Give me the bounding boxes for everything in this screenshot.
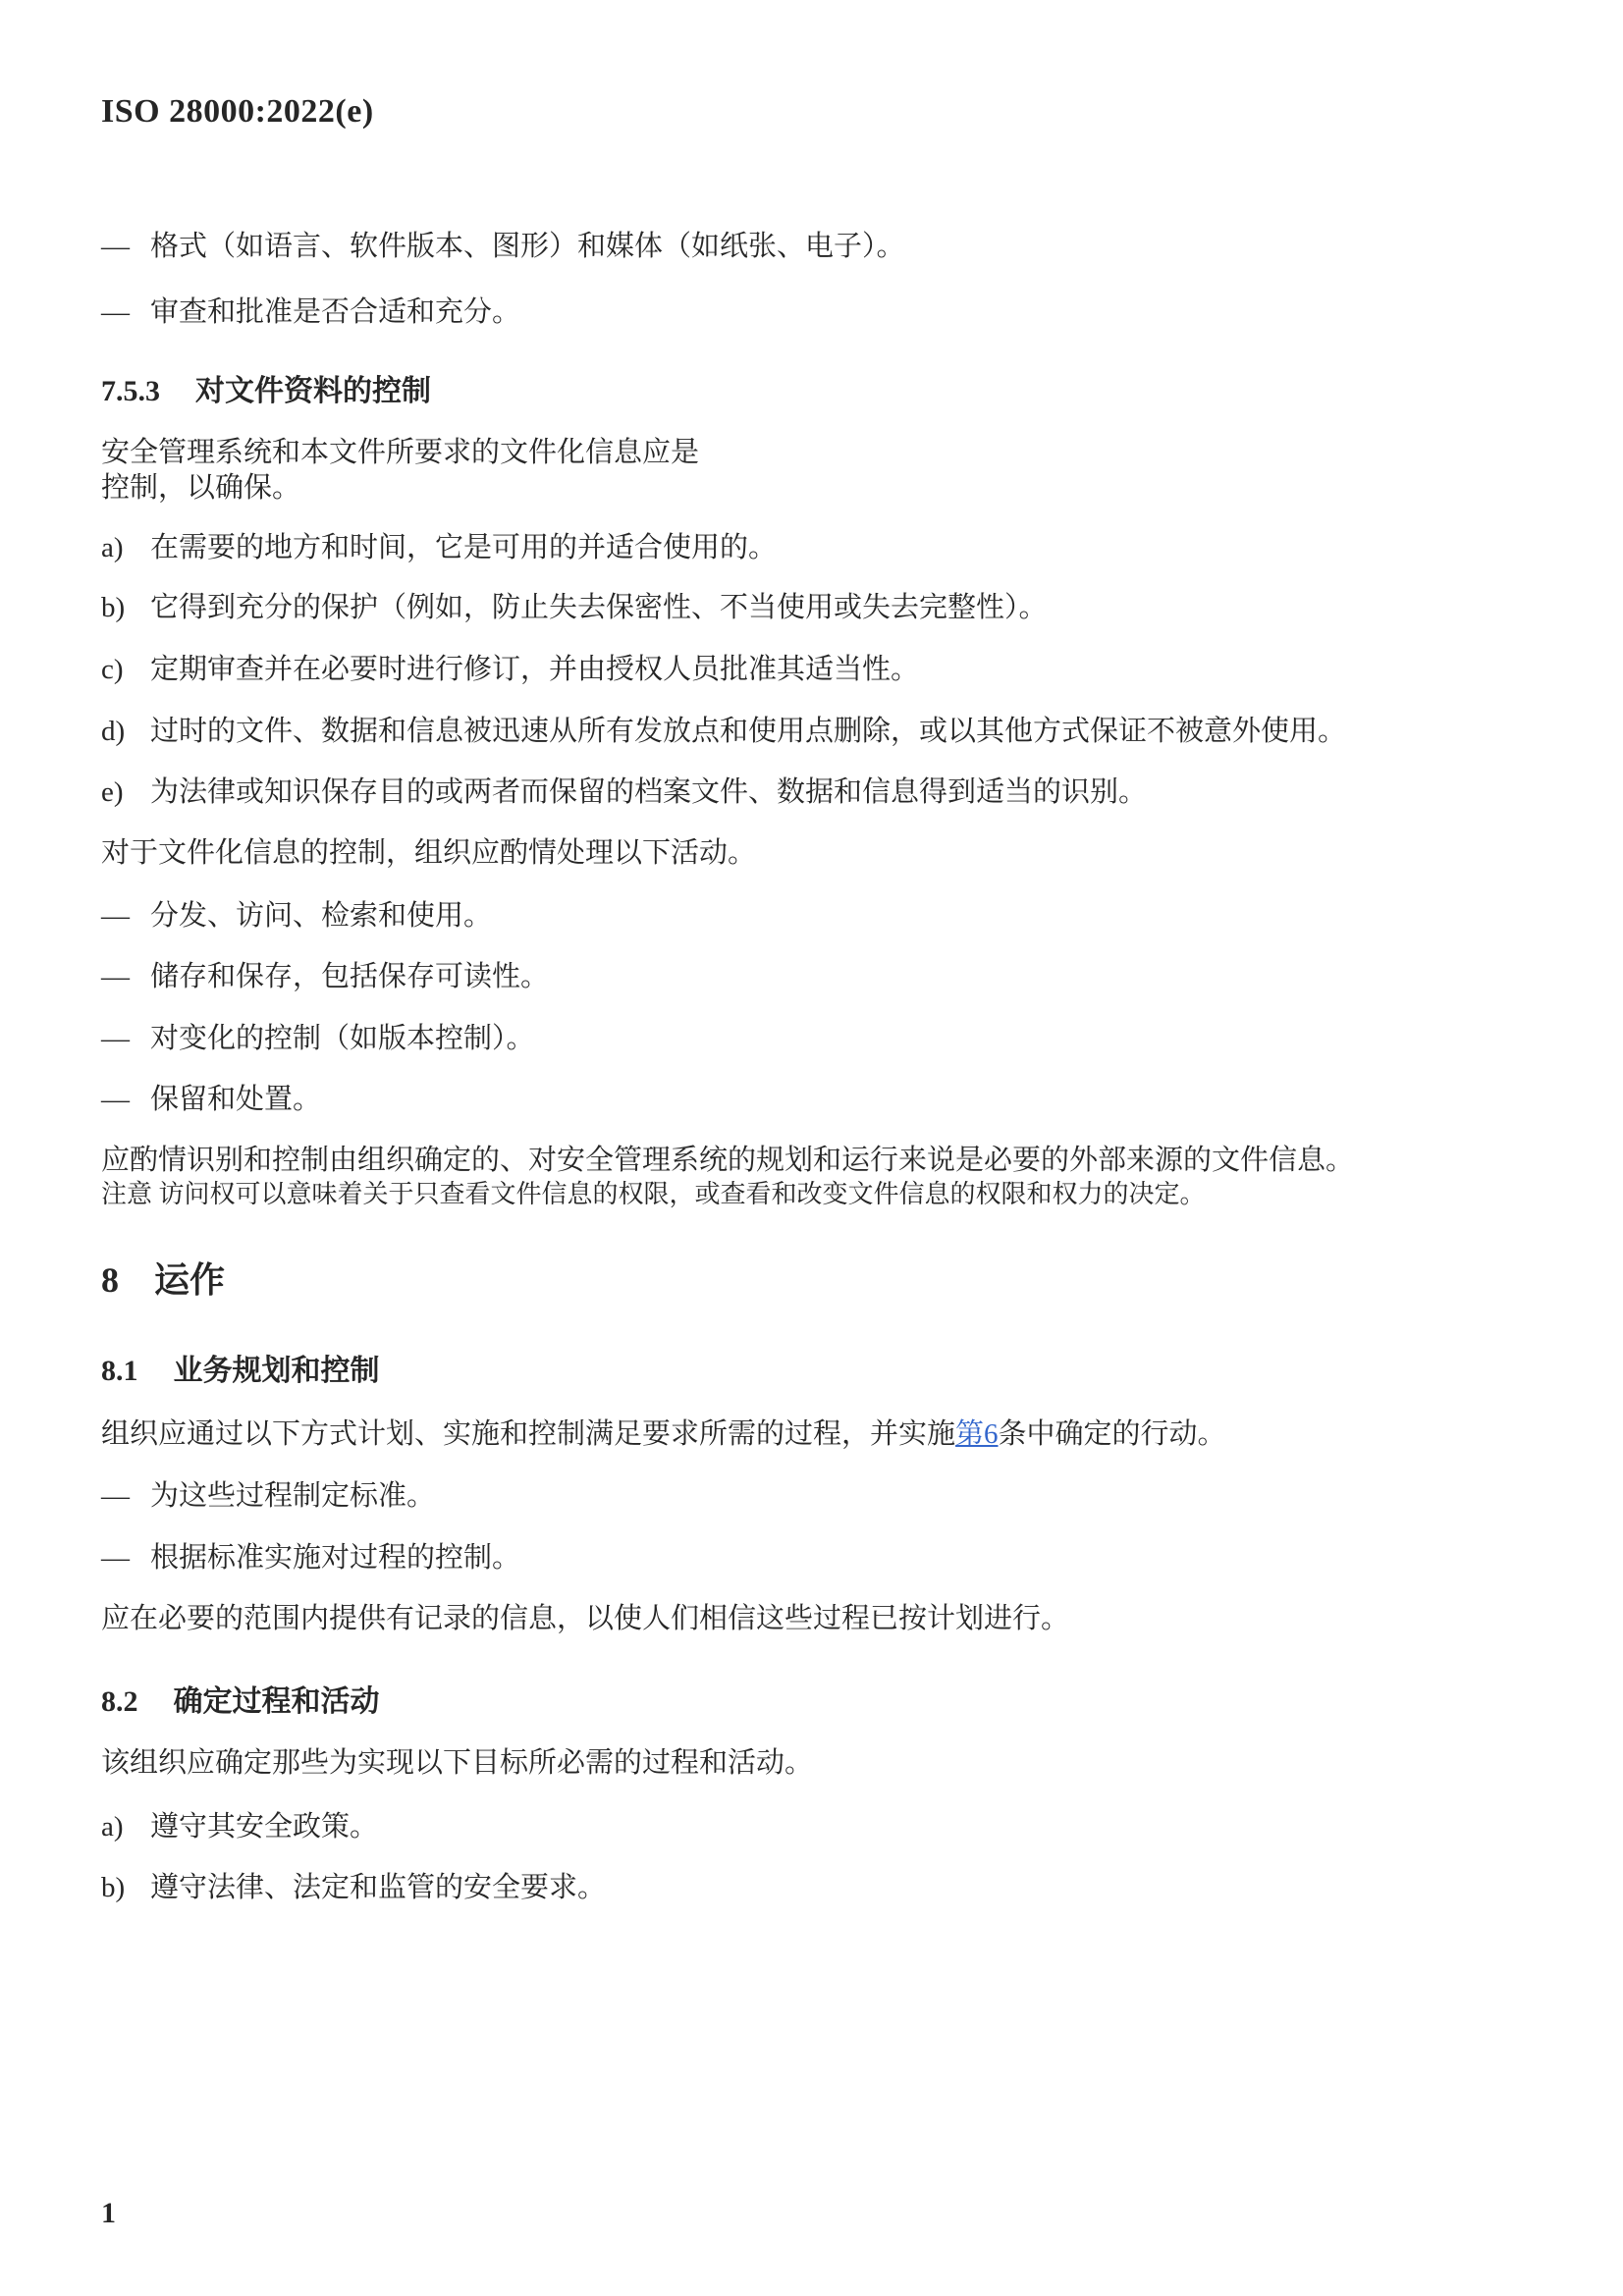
section-number: 8.1 <box>101 1355 138 1387</box>
section-number: 7.5.3 <box>101 375 160 407</box>
list-item <box>101 1478 1436 1514</box>
list-item <box>101 959 1436 994</box>
dash-bullet-marker: — <box>101 231 130 262</box>
letter-marker: e) <box>101 776 124 808</box>
list-item-text: 审查和批准是否合适和充分。 <box>150 296 521 328</box>
list-item <box>101 1021 1436 1056</box>
letter-marker: d) <box>101 716 126 747</box>
list-item-text: 为法律或知识保存目的或两者而保留的档案文件、数据和信息得到适当的识别。 <box>150 776 1148 808</box>
list-item <box>101 1082 1436 1117</box>
dash-bullet-marker: — <box>101 296 130 328</box>
letter-marker: b) <box>101 1872 126 1903</box>
list-item <box>101 1540 1436 1575</box>
dash-bullet-marker: — <box>101 1084 130 1115</box>
list-item-text: 定期审查并在必要时进行修订，并由授权人员批准其适当性。 <box>150 654 920 685</box>
list-item <box>101 590 1436 625</box>
clause-6-link[interactable]: 第6 <box>955 1418 999 1450</box>
paragraph-text: 组织应通过以下方式计划、实施和控制满足要求所需的过程，并实施 <box>101 1418 956 1450</box>
section-heading-81 <box>101 1353 1436 1390</box>
list-item <box>101 294 1436 330</box>
paragraph: 对于文件化信息的控制，组织应酌情处理以下活动。 <box>101 837 757 869</box>
list-item-text: 格式（如语言、软件版本、图形）和媒体（如纸张、电子）。 <box>150 231 905 262</box>
list-item-text: 在需要的地方和时间，它是可用的并适合使用的。 <box>150 532 778 563</box>
letter-marker: a) <box>101 532 124 563</box>
list-item-text: 为这些过程制定标准。 <box>150 1480 436 1512</box>
letter-marker: b) <box>101 592 126 623</box>
dash-bullet-marker: — <box>101 1480 130 1512</box>
document-title: ISO 28000:2022(e) <box>101 93 374 130</box>
list-item <box>101 714 1436 749</box>
paragraph-text: 条中确定的行动。 <box>998 1418 1226 1450</box>
list-item-text: 保留和处置。 <box>150 1084 322 1115</box>
list-item <box>101 1870 1436 1905</box>
paragraph: 该组织应确定那些为实现以下目标所必需的过程和活动。 <box>101 1747 814 1779</box>
section-title: 确定过程和活动 <box>173 1685 380 1718</box>
dash-bullet-marker: — <box>101 1023 130 1054</box>
section-number: 8.2 <box>101 1685 138 1718</box>
section-title: 运作 <box>154 1260 226 1300</box>
list-item <box>101 774 1436 810</box>
dash-bullet-marker: — <box>101 961 130 992</box>
dash-bullet-marker: — <box>101 900 130 932</box>
section-heading-82 <box>101 1683 1436 1721</box>
note-paragraph: 注意 访问权可以意味着关于只查看文件信息的权限，或查看和改变文件信息的权限和权力的决定。 <box>101 1180 1206 1208</box>
letter-marker: a) <box>101 1811 124 1842</box>
list-item <box>101 530 1436 565</box>
section-number: 8 <box>101 1260 119 1300</box>
list-item-text: 分发、访问、检索和使用。 <box>150 900 493 932</box>
page-number: 1 <box>101 2197 116 2229</box>
letter-marker: c) <box>101 654 124 685</box>
list-item-text: 遵守法律、法定和监管的安全要求。 <box>150 1872 607 1903</box>
list-item-text: 过时的文件、数据和信息被迅速从所有发放点和使用点删除，或以其他方式保证不被意外使用。 <box>150 716 1347 747</box>
list-item-text: 储存和保存，包括保存可读性。 <box>150 961 550 992</box>
list-item <box>101 1809 1436 1844</box>
paragraph-with-link <box>101 1416 1436 1452</box>
list-item <box>101 229 1436 264</box>
dash-bullet-marker: — <box>101 1542 130 1574</box>
paragraph: 应酌情识别和控制由组织确定的、对安全管理系统的规划和运行来说是必要的外部来源的文件信息。 <box>101 1145 1355 1176</box>
chapter-heading-8 <box>101 1259 1436 1301</box>
section-title: 对文件资料的控制 <box>195 375 431 407</box>
paragraph-line: 安全管理系统和本文件所要求的文件化信息应是 <box>101 437 700 468</box>
section-heading-753 <box>101 373 1436 410</box>
list-item-text: 它得到充分的保护（例如，防止失去保密性、不当使用或失去完整性）。 <box>150 592 1048 623</box>
paragraph-line: 控制，以确保。 <box>101 472 301 504</box>
document-page <box>101 93 1436 1905</box>
list-item-text: 遵守其安全政策。 <box>150 1811 379 1842</box>
list-item <box>101 898 1436 934</box>
paragraph: 应在必要的范围内提供有记录的信息，以使人们相信这些过程已按计划进行。 <box>101 1603 1070 1634</box>
list-item <box>101 652 1436 687</box>
list-item-text: 根据标准实施对过程的控制。 <box>150 1542 521 1574</box>
section-title: 业务规划和控制 <box>173 1355 380 1387</box>
paragraph <box>101 435 1436 506</box>
list-item-text: 对变化的控制（如版本控制）。 <box>150 1023 535 1054</box>
